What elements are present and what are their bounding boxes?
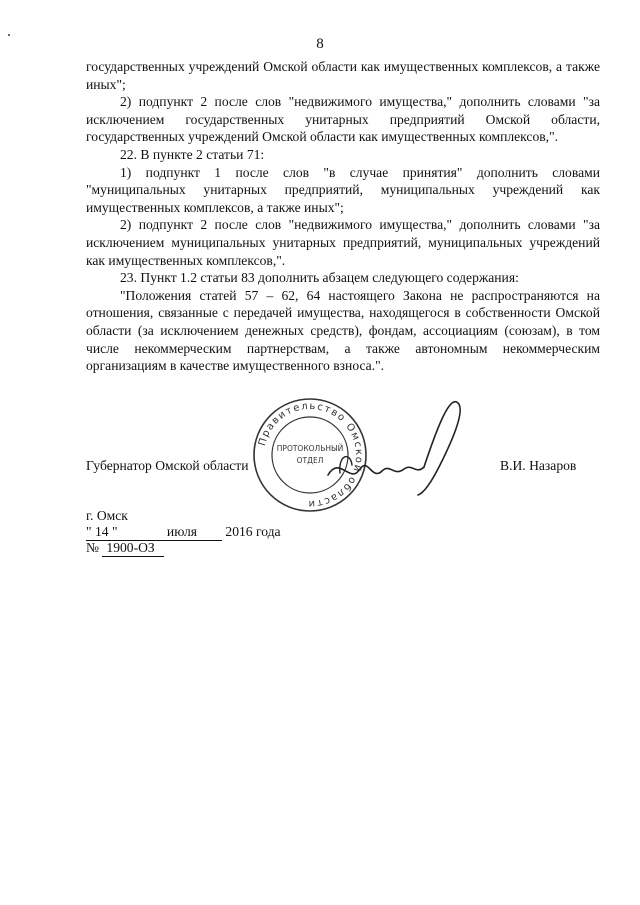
date-year: 2016 года [225, 524, 281, 539]
signatory-name: В.И. Назаров [500, 458, 577, 473]
paragraph-4: 1) подпункт 1 после слов "в случае принятия" дополнить словами "муниципальных унитарных предприятий, муниципальных учреждений как имущественных комплексов, а также иных"; [86, 164, 600, 215]
paragraph-3: 22. В пункте 2 статьи 71: [120, 146, 265, 162]
signatory-position: Губернатор Омской области [86, 458, 249, 473]
paragraph-7: "Положения статей 57 – 62, 64 настоящего Закона не распространяются на отношения, связанные с передачей имущества, находящегося в собственности Омской области (за исключением денежных средств), фондам, ассоциациям (союзам), в том числе некоммерческим партнерствам, а также автономным некоммерческим организациям в качестве имущественного взноса.". [86, 287, 600, 374]
stamp-inner-line2: ОТДЕЛ [296, 456, 324, 465]
city: г. Омск [86, 508, 128, 523]
paragraph-6: 23. Пункт 1.2 статьи 83 дополнить абзацем следующего содержания: [120, 270, 519, 286]
page-number: 8 [316, 36, 324, 52]
document-body [86, 58, 600, 375]
date-line [86, 524, 281, 541]
paragraph-5: 2) подпункт 2 после слов "недвижимого имущества," дополнить словами "за исключением муниципальных унитарных предприятий, муниципальных учреждений как имущественных комплексов,". [86, 217, 600, 268]
date-month: июля [142, 524, 222, 541]
handwritten-signature [320, 385, 470, 505]
stamp-inner-line1: ПРОТОКОЛЬНЫЙ [276, 444, 344, 453]
paragraph-1: государственных учреждений Омской области как имущественных комплексов, а также иных"; [86, 59, 600, 92]
law-number-prefix: № [86, 540, 99, 555]
law-number-line [86, 540, 164, 557]
date-day: " 14 " [86, 524, 142, 541]
paragraph-2: 2) подпункт 2 после слов "недвижимого имущества," дополнить словами "за исключением государственных унитарных предприятий Омской области, государственных учреждений Омской области как имущественных комплексов,". [86, 94, 600, 145]
stamp-outer-text: Правительство Омской области [256, 400, 365, 510]
law-number: 1900-ОЗ [102, 540, 164, 557]
